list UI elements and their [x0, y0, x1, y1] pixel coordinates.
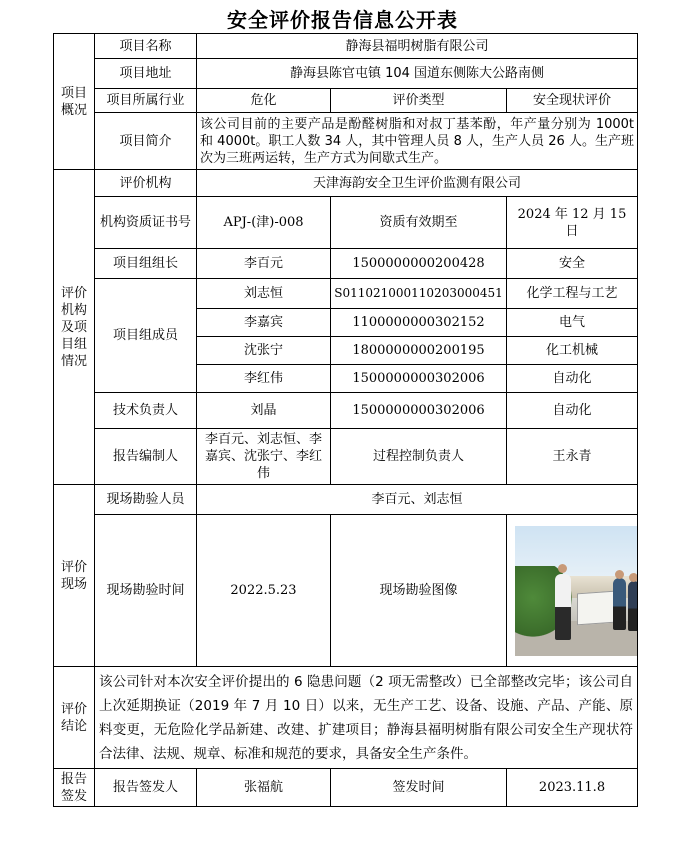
member-name: 刘志恒 [197, 279, 331, 309]
members-label: 项目组成员 [95, 279, 197, 393]
cert-value: APJ-(津)-008 [197, 197, 331, 249]
member-name: 沈张宁 [197, 337, 331, 365]
leader-label: 项目组组长 [95, 249, 197, 279]
agency-label: 评价机构 [95, 170, 197, 197]
cert-label: 机构资质证书号 [95, 197, 197, 249]
overview-section-label: 项目概况 [54, 34, 95, 170]
industry-label: 项目所属行业 [95, 89, 197, 113]
leader-field: 安全 [507, 249, 638, 279]
member-field: 自动化 [507, 365, 638, 393]
member-name: 李嘉宾 [197, 309, 331, 337]
leader-name: 李百元 [197, 249, 331, 279]
valid-until-value: 2024 年 12 月 15 日 [507, 197, 638, 249]
site-image-label: 现场勘验图像 [331, 515, 507, 667]
project-address-value: 静海县陈官屯镇 104 国道东侧陈大公路南侧 [197, 59, 638, 89]
member-cert: 1100000000302152 [331, 309, 507, 337]
conclusion-text: 该公司针对本次安全评价提出的 6 隐患问题（2 项无需整改）已全部整改完毕；该公司自上次延期换证（2019 年 7 月 10 日）以来，无生产工艺、设备、设施、产品、产能、原料变更，无危险化学品新建、改建、扩建项目；静海县福明树脂有限公司安全生产现状符合法律、法规、规章、标准和规范的要求，具备安全生产条件。 [95, 667, 638, 769]
project-intro-label: 项目简介 [95, 113, 197, 170]
issue-date-label: 签发时间 [331, 769, 507, 807]
member-cert: 1500000000302006 [331, 365, 507, 393]
agency-value: 天津海韵安全卫生评价监测有限公司 [197, 170, 638, 197]
tech-lead-label: 技术负责人 [95, 393, 197, 429]
issue-section-label: 报告签发 [54, 769, 95, 807]
compiler-label: 报告编制人 [95, 429, 197, 485]
leader-cert: 1500000000200428 [331, 249, 507, 279]
tech-lead-cert: 1500000000302006 [331, 393, 507, 429]
member-name: 李红伟 [197, 365, 331, 393]
site-time-value: 2022.5.23 [197, 515, 331, 667]
process-control-value: 王永青 [507, 429, 638, 485]
report-table [53, 33, 638, 807]
project-name-value: 静海县福明树脂有限公司 [197, 34, 638, 59]
process-control-label: 过程控制负责人 [331, 429, 507, 485]
conclusion-section-label: 评价结论 [54, 667, 95, 769]
page-title: 安全评价报告信息公开表 [227, 8, 458, 32]
industry-value: 危化 [197, 89, 331, 113]
site-photo [515, 526, 638, 656]
project-name-label: 项目名称 [95, 34, 197, 59]
agency-section-label: 评价机构及项目组情况 [54, 170, 95, 485]
site-staff-value: 李百元、刘志恒 [197, 485, 638, 515]
member-field: 电气 [507, 309, 638, 337]
member-field: 化学工程与工艺 [507, 279, 638, 309]
signer-value: 张福航 [197, 769, 331, 807]
member-cert: S011021000110203000451 [331, 279, 507, 309]
project-intro-value: 该公司目前的主要产品是酚醛树脂和对叔丁基苯酚，年产量分别为 1000t 和 4000t。职工人数 34 人，其中管理人员 8 人，生产人员 26 人。生产班次为三班两运转，生产方式为间歇式生产。 [197, 113, 638, 170]
tech-lead-field: 自动化 [507, 393, 638, 429]
site-staff-label: 现场勘验人员 [95, 485, 197, 515]
site-time-label: 现场勘验时间 [95, 515, 197, 667]
issue-date-value: 2023.11.8 [507, 769, 638, 807]
project-address-label: 项目地址 [95, 59, 197, 89]
member-cert: 1800000000200195 [331, 337, 507, 365]
member-field: 化工机械 [507, 337, 638, 365]
site-section-label: 评价现场 [54, 485, 95, 667]
tech-lead-name: 刘晶 [197, 393, 331, 429]
valid-until-label: 资质有效期至 [331, 197, 507, 249]
signer-label: 报告签发人 [95, 769, 197, 807]
site-photo-cell [507, 515, 638, 667]
eval-type-value: 安全现状评价 [507, 89, 638, 113]
eval-type-label: 评价类型 [331, 89, 507, 113]
compiler-value: 李百元、刘志恒、李嘉宾、沈张宁、李红伟 [197, 429, 331, 485]
